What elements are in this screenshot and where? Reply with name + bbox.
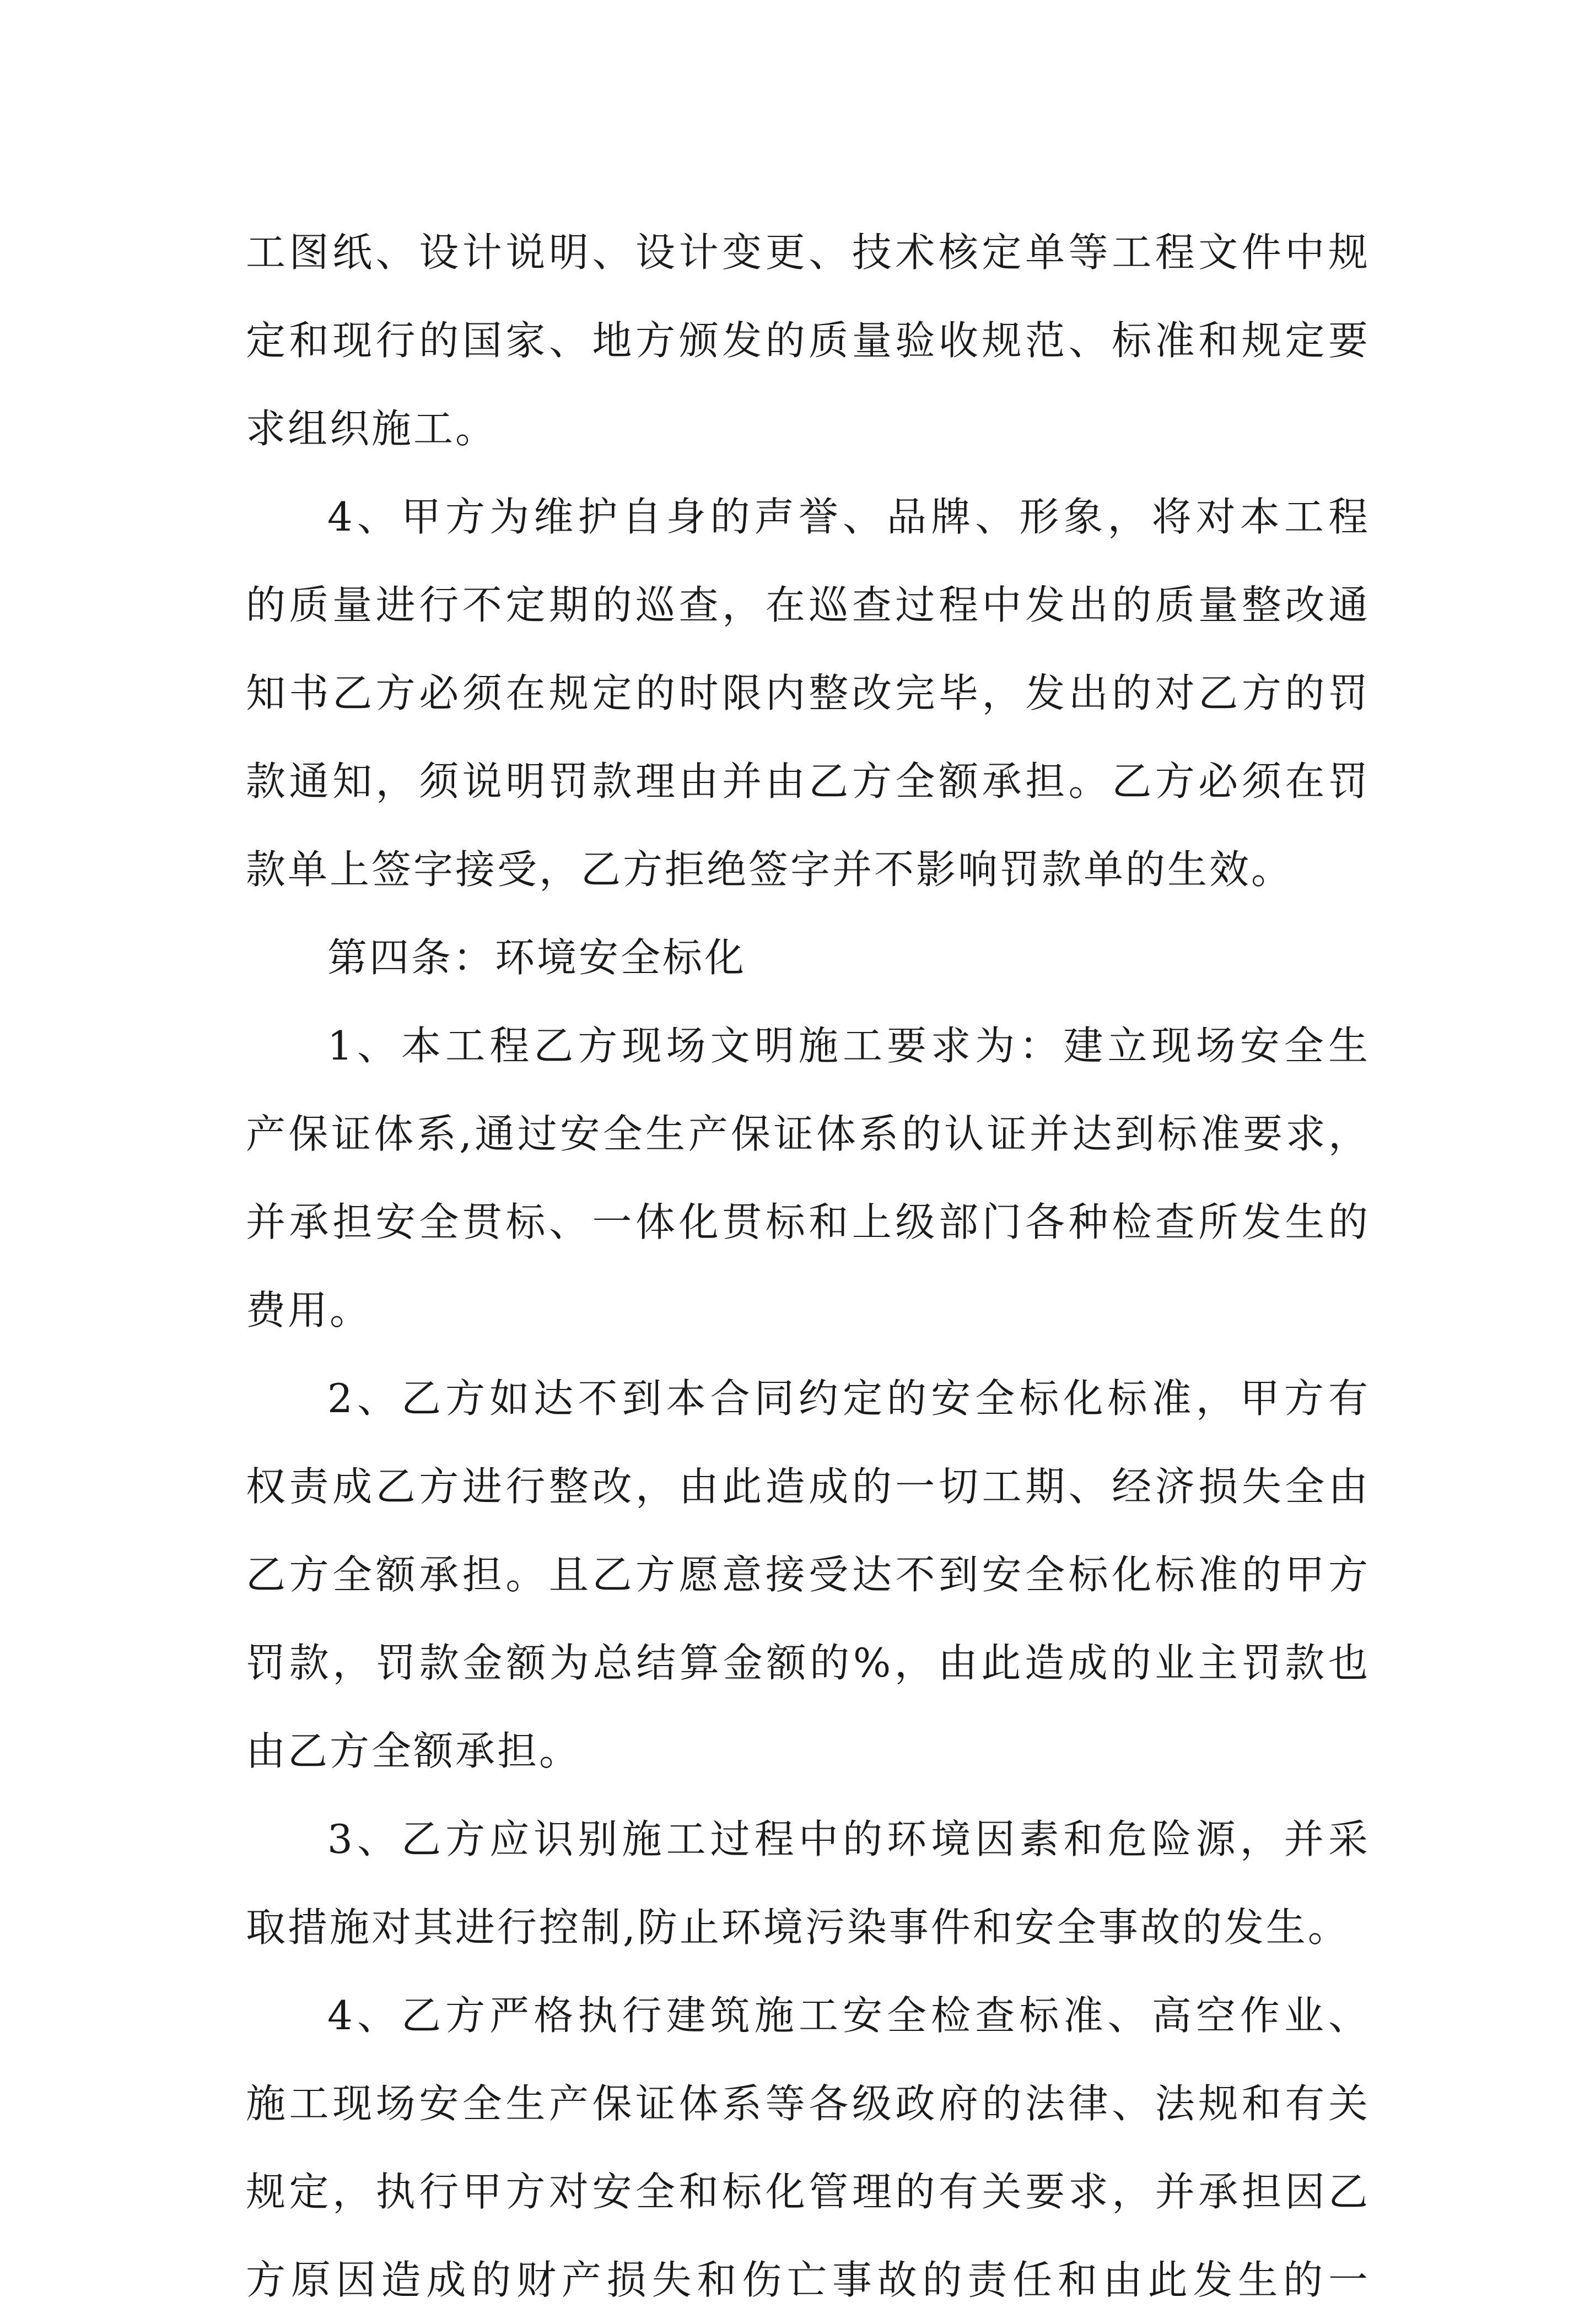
- paragraph-line: 1、本工程乙方现场文明施工要求为：建立现场安全生: [327, 1023, 1370, 1069]
- paragraph-line: 产保证体系,通过安全生产保证体系的认证并达到标准要求，: [246, 1111, 1370, 1157]
- paragraph-line: 费用。: [246, 1287, 372, 1333]
- paragraph-line: 2、乙方如达不到本合同约定的安全标化标准，甲方有: [327, 1375, 1370, 1422]
- paragraph-line: 工图纸、设计说明、设计变更、技术核定单等工程文件中规: [246, 229, 1370, 275]
- paragraph-line: 知书乙方必须在规定的时限内整改完毕，发出的对乙方的罚: [246, 670, 1370, 716]
- paragraph-line: 由乙方全额承担。: [246, 1728, 581, 1774]
- paragraph-line: 取措施对其进行控制,防止环境污染事件和安全事故的发生。: [246, 1904, 1350, 1950]
- paragraph-line: 施工现场安全生产保证体系等各级政府的法律、法规和有关: [246, 2080, 1370, 2127]
- paragraph-line: 乙方全额承担。且乙方愿意接受达不到安全标化标准的甲方: [246, 1552, 1370, 1598]
- paragraph-line: 求组织施工。: [246, 406, 498, 452]
- paragraph-line: 规定，执行甲方对安全和标化管理的有关要求，并承担因乙: [246, 2169, 1370, 2215]
- paragraph-line: 权责成乙方进行整改，由此造成的一切工期、经济损失全由: [246, 1463, 1370, 1510]
- paragraph-line: 定和现行的国家、地方颁发的质量验收规范、标准和规定要: [246, 317, 1370, 364]
- paragraph-line: 款通知，须说明罚款理由并由乙方全额承担。乙方必须在罚: [246, 758, 1370, 804]
- paragraph-line: 并承担安全贯标、一体化贯标和上级部门各种检查所发生的: [246, 1199, 1370, 1245]
- paragraph-line: 罚款，罚款金额为总结算金额的%，由此造成的业主罚款也: [246, 1640, 1370, 1686]
- paragraph-line: 3、乙方应识别施工过程中的环境因素和危险源，并采: [327, 1816, 1370, 1862]
- document-body: [246, 208, 1370, 2324]
- paragraph-line: 的质量进行不定期的巡查，在巡查过程中发出的质量整改通: [246, 582, 1370, 628]
- paragraph-line: 款单上签字接受，乙方拒绝签字并不影响罚款单的生效。: [246, 846, 1294, 893]
- paragraph-line: 4、乙方严格执行建筑施工安全检查标准、高空作业、: [327, 1992, 1370, 2039]
- section-heading: 第四条：环境安全标化: [327, 934, 747, 981]
- paragraph-line: 4、甲方为维护自身的声誉、品牌、形象，将对本工程: [327, 494, 1370, 540]
- paragraph-line: 方原因造成的财产损失和伤亡事故的责任和由此发生的一: [246, 2257, 1370, 2303]
